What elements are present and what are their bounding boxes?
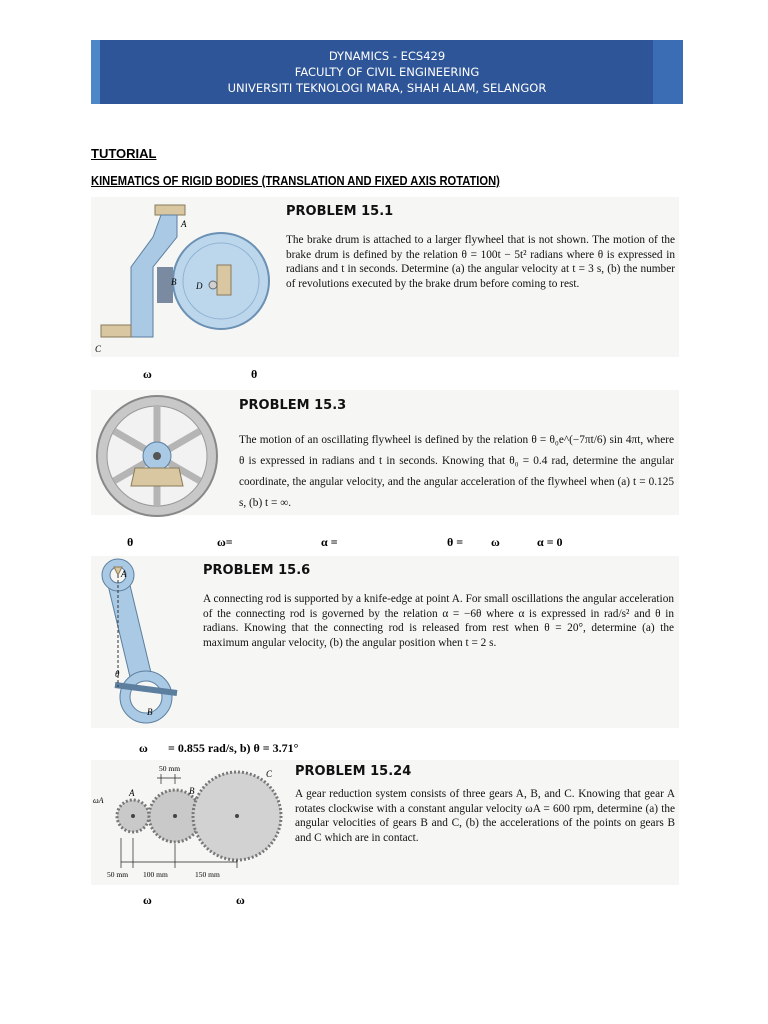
flywheel-figure xyxy=(91,392,229,520)
gear-dim-top: 50 mm xyxy=(159,764,181,773)
rod-label-theta: θ xyxy=(115,669,120,679)
label-b: B xyxy=(171,277,177,287)
header-university: UNIVERSITI TEKNOLOGI MARA, SHAH ALAM, SELANGOR xyxy=(227,81,547,95)
connecting-rod-figure xyxy=(91,557,191,729)
problem-15-6-title: PROBLEM 15.6 xyxy=(203,563,311,578)
header-course: DYNAMICS - ECS429 xyxy=(328,49,446,63)
problem-15-3-title: PROBLEM 15.3 xyxy=(239,398,347,413)
answer-15-24-omega-c: ω xyxy=(236,893,245,907)
problem-15-24-title: PROBLEM 15.24 xyxy=(295,764,412,779)
gear-system-figure xyxy=(91,760,291,885)
problem-15-3-text: The motion of an oscillating flywheel is defined by the relation θ = θ₀e^(−7πt/6) sin 4πt, where θ is expressed in radians and t in seconds. Knowing that θ₀ = 0.4 rad, determine the angular coordinate, the angular velocity, and the angular acceleration of the flywheel when (a) t = 0.125 s, (b) t = ∞. xyxy=(239,434,674,509)
problem-15-6-text: A connecting rod is supported by a knife-edge at point A. For small oscillations the angular acceleration of the connecting rod is governed by the relation α = −6θ where α is expressed in rad/s² and θ in radians. Knowing that the connecting rod is released from rest when θ = 20°, determine (a) the maximum angular velocity, (b) the angular position when t = 2 s. xyxy=(203,593,674,649)
answer-15-1-theta: θ xyxy=(251,367,258,381)
rod-label-a: A xyxy=(121,569,127,579)
answer-15-6-values: = 0.855 rad/s, b) θ = 3.71° xyxy=(168,741,299,755)
rod-label-b: B xyxy=(147,707,153,717)
label-c: C xyxy=(95,344,102,354)
answer-15-3-theta-inf: θ = xyxy=(447,535,464,549)
header-faculty: FACULTY OF CIVIL ENGINEERING xyxy=(294,65,480,79)
gear-label-b: B xyxy=(189,786,195,796)
answer-15-3-alpha: α = xyxy=(321,535,338,549)
tutorial-label: TUTORIAL xyxy=(91,146,157,161)
answer-15-3-omega-inf: ω xyxy=(491,535,500,549)
gear-dim-2: 100 mm xyxy=(143,870,168,879)
topic-title: KINEMATICS OF RIGID BODIES (TRANSLATION AND FIXED AXIS ROTATION) xyxy=(91,173,500,188)
answer-15-24-omega-b: ω xyxy=(143,893,152,907)
problem-15-1-text: The brake drum is attached to a larger flywheel that is not shown. The motion of the brake drum is defined by the relation θ = 100t − 5t² radians where θ is expressed in radians and t in seconds. Determine (a) the angular velocity at t = 3 s, (b) the number of revolutions executed by the brake drum before coming to rest. xyxy=(286,234,675,290)
answer-15-3-alpha-inf: α = 0 xyxy=(537,535,563,549)
label-a: A xyxy=(181,219,187,229)
header-banner xyxy=(91,40,683,104)
answer-15-3-omega: ω= xyxy=(217,535,233,549)
problem-15-1-title: PROBLEM 15.1 xyxy=(286,204,394,219)
gear-dim-3: 150 mm xyxy=(195,870,220,879)
problem-15-24-text: A gear reduction system consists of three gears A, B, and C. Knowing that gear A rotates clockwise with a constant angular velocity ωA = 600 rpm, determine (a) the angular velocities of gears B and C, (b) the accelerations of the points on gears B and C which are in contact. xyxy=(295,788,675,844)
brake-drum-figure xyxy=(91,197,276,359)
answer-15-3-theta: θ xyxy=(127,535,134,549)
gear-label-omega: ωA xyxy=(93,796,104,805)
gear-dim-1: 50 mm xyxy=(107,870,129,879)
gear-label-a: A xyxy=(129,788,135,798)
label-d: D xyxy=(196,281,203,291)
answer-15-6-omega: ω xyxy=(139,741,148,755)
answer-15-1-omega: ω xyxy=(143,367,152,381)
gear-label-c: C xyxy=(266,769,273,779)
header-text xyxy=(91,48,683,96)
